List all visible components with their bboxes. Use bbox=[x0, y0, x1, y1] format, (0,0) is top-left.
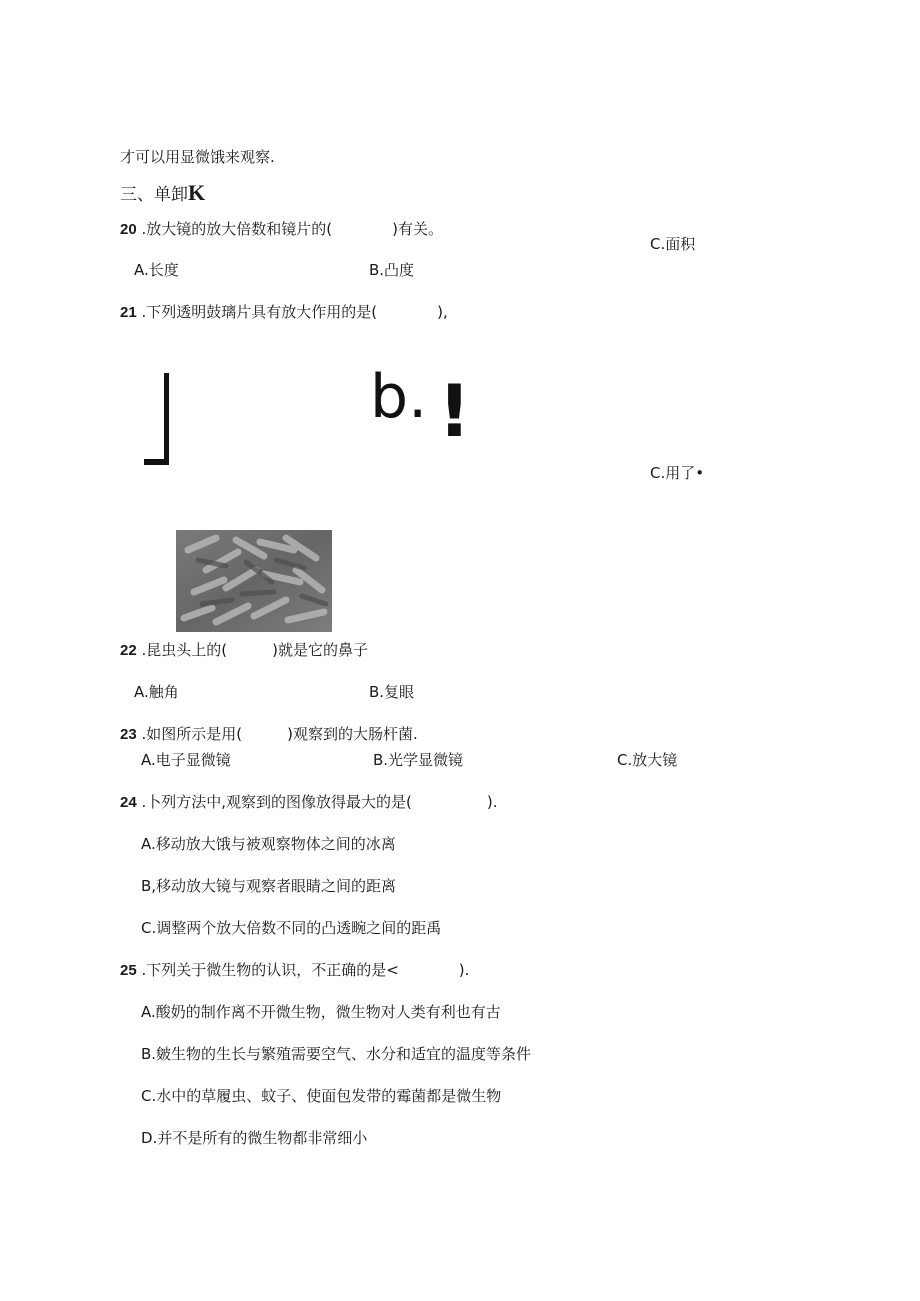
lens-b-figure-mark: ! bbox=[438, 369, 471, 453]
q25-option-c[interactable]: C.水中的草履虫、蚊子、使面包发带的霉菌都是微生物 bbox=[141, 1087, 502, 1105]
question-text: .昆虫头上的( )就是它的鼻子 bbox=[141, 641, 368, 659]
question-number: 25 bbox=[120, 962, 137, 979]
q24-option-a[interactable]: A.移动放大饿与被观察物体之间的冰离 bbox=[141, 835, 396, 853]
question-text: .放大镜的放大倍数和镜片的( )有关。 bbox=[141, 220, 443, 238]
q22-option-b[interactable]: B.复眼 bbox=[369, 683, 415, 701]
question-text: .如图所示是用( )观察到的大肠杆菌. bbox=[141, 725, 418, 743]
question-text: .卜列方法中,观察到的图像放得最大的是( ). bbox=[141, 793, 498, 811]
question-22 bbox=[120, 640, 368, 661]
q25-option-a[interactable]: A.酸奶的制作离不开微生物，微生物对人类有利也有古 bbox=[141, 1003, 501, 1021]
q25-option-d[interactable]: D.并不是所有的微生物都非常细小 bbox=[141, 1129, 368, 1147]
q24-option-b[interactable]: B,移动放大镜与观察者眼睛之间的距离 bbox=[141, 877, 397, 895]
continued-text-line: 才可以用显微饿来观察. bbox=[120, 148, 275, 166]
e-coli-micrograph-image bbox=[176, 530, 332, 632]
question-text: .下列透明鼓璃片具有放大作用的是( ), bbox=[141, 303, 448, 321]
question-number: 20 bbox=[120, 221, 137, 238]
q20-option-c[interactable]: C.面积 bbox=[650, 235, 696, 253]
question-23 bbox=[120, 724, 418, 745]
question-24 bbox=[120, 792, 497, 813]
question-25 bbox=[120, 960, 469, 981]
lens-a-figure[interactable] bbox=[142, 373, 170, 465]
q25-option-b[interactable]: B.皴生物的生长与繁殖需要空气、水分和适宜的温度等条件 bbox=[141, 1045, 532, 1063]
question-text: .下列关于微生物的认识，不正确的是< ). bbox=[141, 961, 470, 979]
q22-option-a[interactable]: A.触角 bbox=[134, 683, 179, 701]
question-number: 23 bbox=[120, 726, 137, 743]
question-number: 24 bbox=[120, 794, 137, 811]
question-number: 22 bbox=[120, 642, 137, 659]
q23-option-a[interactable]: A.电子显微镜 bbox=[141, 751, 231, 769]
q24-option-c[interactable]: C.调整两个放大倍数不同的凸透畹之间的距禹 bbox=[141, 919, 442, 937]
q23-option-b[interactable]: B.光学显微镜 bbox=[373, 751, 464, 769]
question-number: 21 bbox=[120, 304, 137, 321]
section-title bbox=[120, 182, 205, 206]
q21-option-c[interactable]: C.用了• bbox=[650, 464, 705, 482]
question-21 bbox=[120, 302, 448, 323]
q23-option-c[interactable]: C.放大镜 bbox=[617, 751, 678, 769]
section-title-suffix: K bbox=[188, 180, 206, 205]
question-20 bbox=[120, 219, 443, 240]
lens-b-figure-label[interactable]: b. bbox=[370, 362, 428, 432]
q20-option-b[interactable]: B.凸度 bbox=[369, 261, 415, 279]
section-title-text: 三、单卸 bbox=[120, 185, 188, 205]
q20-option-a[interactable]: A.长度 bbox=[134, 261, 179, 279]
